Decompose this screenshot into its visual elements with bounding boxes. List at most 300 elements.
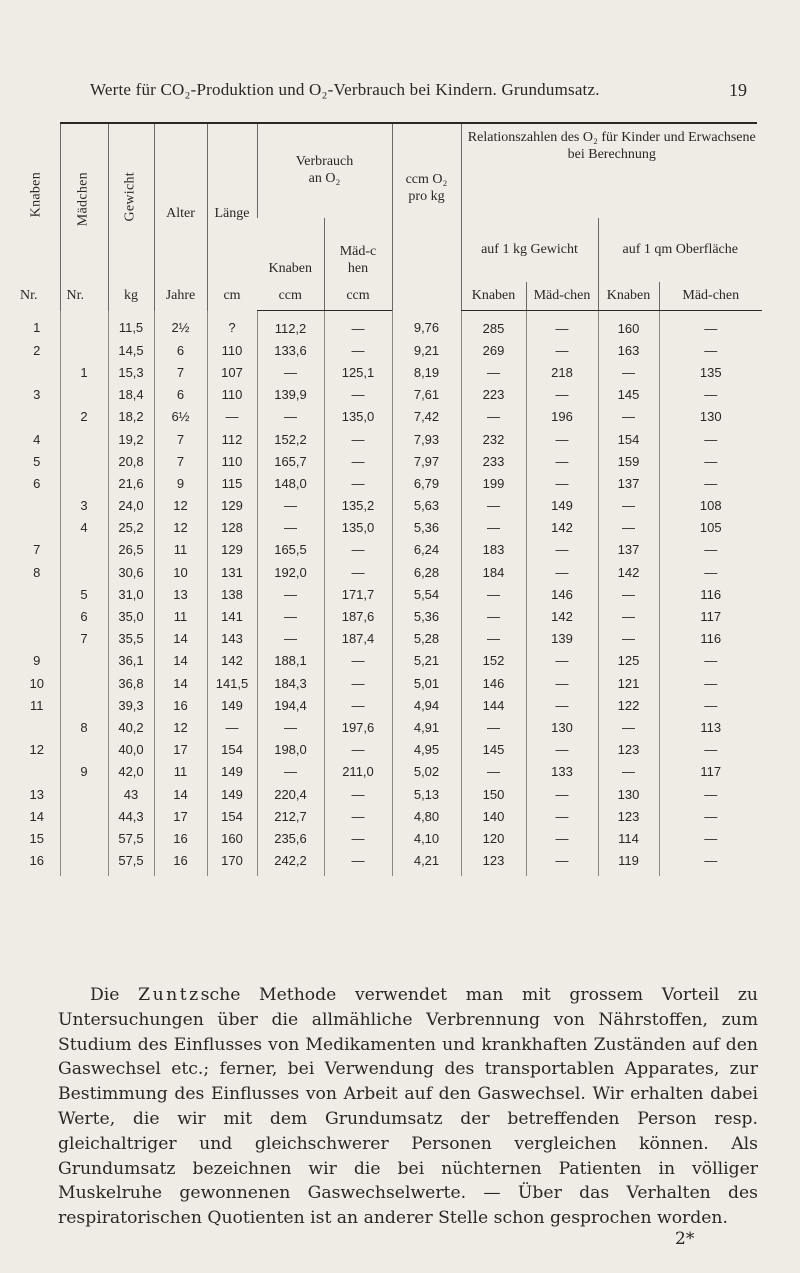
unit-nr-1: Nr. [20,287,38,303]
cell-maedchen-nr [60,827,108,849]
table-row [14,450,762,472]
cell-maedchen-nr [60,384,108,406]
cell-rel-qm-knaben: — [598,406,659,428]
cell-ccm-pro-kg: 4,95 [392,739,461,761]
unit-cm: cm [223,287,241,303]
cell-verbrauch-knaben: — [257,361,324,383]
cell-knaben-nr: 4 [33,431,41,447]
cell-rel-kg-maedchen: — [526,739,598,761]
header-verbrauch-knaben [257,218,324,282]
cell-rel-qm-knaben: — [598,583,659,605]
cell-rel-kg-maedchen: — [526,805,598,827]
spaced-name: Zuntz [138,985,201,1005]
cell-verbrauch-maedchen: — [324,827,392,849]
unit-ccm-knaben-cell [257,282,324,311]
cell-verbrauch-knaben: 184,3 [257,672,324,694]
table-row [14,605,762,627]
cell-ccm-pro-kg: 7,93 [392,428,461,450]
cell-rel-kg-knaben: — [461,628,526,650]
unit-ccm-1: ccm [278,287,302,303]
cell-verbrauch-maedchen: — [324,561,392,583]
cell-rel-kg-maedchen: 146 [526,583,598,605]
cell-alter: 11 [154,761,207,783]
cell-verbrauch-knaben: 152,2 [257,428,324,450]
cell-ccm-pro-kg: 4,10 [392,827,461,849]
cell-ccm-pro-kg: 4,94 [392,694,461,716]
table-row [14,672,762,694]
cell-rel-kg-maedchen: 130 [526,716,598,738]
cell-rel-qm-knaben: 137 [598,539,659,561]
cell-verbrauch-knaben: — [257,761,324,783]
cell-verbrauch-maedchen: 187,6 [324,605,392,627]
cell-rel-qm-knaben: — [598,495,659,517]
cell-laenge: 149 [207,783,257,805]
unit-kg: kg [124,287,138,303]
cell-verbrauch-knaben: 112,2 [257,311,324,340]
cell-rel-kg-maedchen: — [526,694,598,716]
cell-verbrauch-maedchen: — [324,672,392,694]
cell-gewicht: 18,2 [108,406,154,428]
cell-laenge: 142 [207,650,257,672]
cell-laenge: 129 [207,539,257,561]
cell-rel-qm-maedchen: 108 [659,495,762,517]
header-rel-qm-knaben-label: Knaben [606,287,651,303]
table-row [14,805,762,827]
cell-alter: 6½ [154,406,207,428]
cell-rel-qm-maedchen: 117 [659,761,762,783]
table-row [14,495,762,517]
table-row [14,716,762,738]
table-row [14,761,762,783]
cell-verbrauch-maedchen: — [324,783,392,805]
cell-verbrauch-maedchen: 211,0 [324,761,392,783]
table-header [14,124,762,311]
cell-laenge: — [207,406,257,428]
cell-knaben-nr [14,628,60,650]
cell-alter: 11 [154,605,207,627]
cell-verbrauch-maedchen: 197,6 [324,716,392,738]
cell-gewicht: 11,5 [108,311,154,340]
cell-rel-kg-maedchen: 196 [526,406,598,428]
cell-ccm-pro-kg: 8,19 [392,361,461,383]
cell-alter: 16 [154,694,207,716]
header-relation-label: Relationszahlen des O₂ für Kinder und Erwachsene bei Berechnung [467,130,756,162]
cell-rel-qm-maedchen: — [659,827,762,849]
cell-maedchen-nr [60,450,108,472]
header-ccm-o2-pro-kg [392,124,461,311]
cell-maedchen-nr [60,739,108,761]
cell-verbrauch-knaben: 198,0 [257,739,324,761]
header-rel-qm-maedchen-label: Mäd-chen [682,287,740,303]
cell-gewicht: 18,4 [108,384,154,406]
header-rel-kg-maedchen [526,282,598,311]
cell-rel-kg-knaben: 183 [461,539,526,561]
cell-verbrauch-knaben: 192,0 [257,561,324,583]
table-row [14,384,762,406]
cell-rel-kg-maedchen: — [526,850,598,876]
cell-maedchen-nr [60,561,108,583]
cell-rel-kg-knaben: — [461,605,526,627]
cell-rel-qm-knaben: 121 [598,672,659,694]
cell-rel-qm-knaben: 122 [598,694,659,716]
cell-rel-kg-knaben: 152 [461,650,526,672]
cell-rel-qm-maedchen: 135 [659,361,762,383]
cell-rel-kg-knaben: 123 [461,850,526,876]
cell-knaben-nr: 12 [29,742,44,758]
running-header [60,80,755,110]
cell-knaben-nr: 1 [33,320,41,336]
cell-rel-qm-knaben: — [598,361,659,383]
cell-ccm-pro-kg: 5,01 [392,672,461,694]
cell-verbrauch-knaben: 133,6 [257,339,324,361]
cell-verbrauch-knaben: — [257,406,324,428]
table-row [14,311,762,340]
cell-rel-qm-maedchen: 113 [659,716,762,738]
cell-rel-qm-knaben: 125 [598,650,659,672]
cell-maedchen-nr [60,694,108,716]
cell-laenge: 149 [207,694,257,716]
cell-laenge: 110 [207,384,257,406]
header-auf-kg-label: auf 1 kg Gewicht [481,241,578,257]
cell-rel-kg-knaben: — [461,361,526,383]
cell-maedchen-nr [60,672,108,694]
cell-gewicht: 35,0 [108,605,154,627]
table-row [14,739,762,761]
cell-knaben-nr: 10 [29,675,44,691]
table-row [14,517,762,539]
cell-verbrauch-maedchen: — [324,739,392,761]
cell-rel-kg-knaben: — [461,406,526,428]
table-body [14,311,762,876]
cell-maedchen-nr [60,850,108,876]
cell-gewicht: 14,5 [108,339,154,361]
cell-rel-kg-knaben: 146 [461,672,526,694]
cell-alter: 10 [154,561,207,583]
cell-rel-kg-maedchen: — [526,827,598,849]
table-row [14,850,762,876]
cell-knaben-nr [14,605,60,627]
cell-alter: 12 [154,495,207,517]
cell-alter: 6 [154,384,207,406]
cell-rel-qm-knaben: 163 [598,339,659,361]
cell-rel-kg-knaben: — [461,517,526,539]
cell-rel-kg-maedchen: — [526,539,598,561]
cell-verbrauch-maedchen: 187,4 [324,628,392,650]
cell-maedchen-nr: 6 [60,605,108,627]
cell-verbrauch-maedchen: — [324,805,392,827]
cell-ccm-pro-kg: 5,63 [392,495,461,517]
cell-rel-qm-knaben: 160 [598,311,659,340]
paragraph-rest: sche Methode verwendet man mit grossem Vorteil zu Untersuchungen über die allmähliche Verbrennung von Nährstoffen, zum Studium des Einflusses von Medikamenten und krankhaften Zuständen auf den Gasweсhsel etc.; ferner, bei Verwendung des transportablen Apparates, zur Bestimmung des Einflusses von Arbeit auf den Gaswechsel. Wir erhalten dabei Werte, die wir mit dem Grundumsatz der betreffenden Person resp. gleichaltriger und gleichschwerer Personen vergleichen können. Als Grundumsatz bezeichnen wir die bei nüchternen Patienten in völliger Muskelruhe gewonnenen Gaswechselwerte. — Über das Verhalten des respiratorischen Quotienten ist an anderer Stelle schon gesprochen worden. [58,985,758,1229]
cell-rel-qm-knaben: 123 [598,739,659,761]
cell-rel-kg-maedchen: — [526,672,598,694]
cell-gewicht: 36,8 [108,672,154,694]
cell-rel-kg-maedchen: — [526,428,598,450]
cell-ccm-pro-kg: 5,13 [392,783,461,805]
cell-gewicht: 15,3 [108,361,154,383]
cell-alter: 17 [154,805,207,827]
cell-alter: 14 [154,650,207,672]
header-verbrauch-knaben-label: Knaben [268,261,313,277]
cell-verbrauch-maedchen: 135,0 [324,517,392,539]
cell-alter: 14 [154,628,207,650]
cell-knaben-nr [14,716,60,738]
cell-alter: 12 [154,517,207,539]
cell-rel-qm-maedchen: — [659,539,762,561]
cell-maedchen-nr [60,339,108,361]
cell-rel-qm-maedchen: 117 [659,605,762,627]
cell-rel-kg-maedchen: 139 [526,628,598,650]
cell-rel-kg-maedchen: — [526,561,598,583]
cell-alter: 14 [154,672,207,694]
data-table [14,124,762,876]
cell-rel-kg-knaben: 120 [461,827,526,849]
header-rel-kg-knaben-label: Knaben [471,287,516,303]
cell-ccm-pro-kg: 5,36 [392,517,461,539]
table-row [14,650,762,672]
cell-gewicht: 44,3 [108,805,154,827]
cell-maedchen-nr [60,805,108,827]
cell-ccm-pro-kg: 7,42 [392,406,461,428]
cell-laenge: 154 [207,805,257,827]
cell-verbrauch-maedchen: 125,1 [324,361,392,383]
cell-verbrauch-maedchen: — [324,384,392,406]
cell-rel-kg-maedchen: 218 [526,361,598,383]
cell-maedchen-nr: 9 [60,761,108,783]
cell-laenge: 170 [207,850,257,876]
body-paragraph [58,983,758,1231]
cell-verbrauch-maedchen: 135,0 [324,406,392,428]
cell-rel-kg-maedchen: — [526,450,598,472]
cell-rel-qm-knaben: 130 [598,783,659,805]
cell-rel-kg-maedchen: — [526,339,598,361]
cell-knaben-nr: 11 [30,697,44,713]
cell-knaben-nr: 9 [33,653,41,669]
cell-knaben-nr: 5 [33,453,41,469]
header-maedchen-nr [60,124,108,311]
cell-ccm-pro-kg: 5,02 [392,761,461,783]
cell-gewicht: 20,8 [108,450,154,472]
cell-rel-kg-knaben: — [461,761,526,783]
cell-ccm-pro-kg: 7,97 [392,450,461,472]
header-auf-kg [461,218,598,282]
cell-rel-qm-maedchen: — [659,339,762,361]
cell-laenge: 129 [207,495,257,517]
cell-gewicht: 24,0 [108,495,154,517]
header-knaben-nr [14,124,60,311]
table-row [14,339,762,361]
cell-laenge: 128 [207,517,257,539]
cell-ccm-pro-kg: 6,24 [392,539,461,561]
cell-alter: 12 [154,716,207,738]
cell-gewicht: 40,0 [108,739,154,761]
cell-alter: 17 [154,739,207,761]
table-row [14,628,762,650]
cell-maedchen-nr: 3 [60,495,108,517]
cell-rel-qm-knaben: 119 [598,850,659,876]
cell-rel-kg-maedchen: 149 [526,495,598,517]
header-verbrauch-group [257,124,392,218]
cell-maedchen-nr: 1 [60,361,108,383]
cell-knaben-nr: 6 [33,475,41,491]
cell-laenge: 141,5 [207,672,257,694]
cell-gewicht: 43 [108,783,154,805]
table-row [14,783,762,805]
cell-verbrauch-knaben: — [257,495,324,517]
cell-verbrauch-knaben: — [257,583,324,605]
cell-rel-qm-maedchen: — [659,850,762,876]
table-row [14,361,762,383]
cell-maedchen-nr: 4 [60,517,108,539]
header-verbrauch-maedchen [324,218,392,282]
cell-rel-qm-knaben: 123 [598,805,659,827]
cell-verbrauch-maedchen: — [324,450,392,472]
cell-maedchen-nr [60,650,108,672]
cell-rel-qm-knaben: 142 [598,561,659,583]
table-row [14,561,762,583]
cell-rel-kg-knaben: 233 [461,450,526,472]
cell-verbrauch-maedchen: — [324,539,392,561]
cell-rel-qm-maedchen: 116 [659,628,762,650]
cell-rel-qm-knaben: 114 [598,827,659,849]
cell-verbrauch-maedchen: — [324,311,392,340]
header-gewicht [108,124,154,311]
cell-knaben-nr [14,761,60,783]
cell-rel-qm-maedchen: — [659,650,762,672]
cell-alter: 6 [154,339,207,361]
cell-rel-qm-knaben: — [598,517,659,539]
cell-knaben-nr: 7 [33,542,41,558]
cell-rel-qm-maedchen: — [659,672,762,694]
header-relation-group [461,124,762,218]
cell-gewicht: 40,2 [108,716,154,738]
cell-gewicht: 36,1 [108,650,154,672]
cell-maedchen-nr [60,472,108,494]
cell-verbrauch-maedchen: 171,7 [324,583,392,605]
cell-rel-qm-maedchen: — [659,450,762,472]
cell-knaben-nr: 16 [29,853,44,869]
cell-rel-qm-maedchen: — [659,739,762,761]
unit-jahre: Jahre [165,287,196,303]
table-row [14,583,762,605]
cell-verbrauch-knaben: 139,9 [257,384,324,406]
cell-rel-qm-maedchen: 130 [659,406,762,428]
cell-verbrauch-maedchen: — [324,339,392,361]
cell-ccm-pro-kg: 6,28 [392,561,461,583]
cell-laenge: 141 [207,605,257,627]
cell-rel-kg-knaben: 269 [461,339,526,361]
cell-verbrauch-maedchen: — [324,694,392,716]
cell-ccm-pro-kg: 5,36 [392,605,461,627]
cell-verbrauch-knaben: 212,7 [257,805,324,827]
header-laenge [207,124,257,311]
cell-ccm-pro-kg: 5,28 [392,628,461,650]
cell-rel-kg-knaben: 223 [461,384,526,406]
table-row [14,694,762,716]
cell-laenge: 154 [207,739,257,761]
cell-verbrauch-knaben: 235,6 [257,827,324,849]
cell-rel-kg-knaben: 145 [461,739,526,761]
header-alter [154,124,207,311]
table-row [14,827,762,849]
cell-gewicht: 25,2 [108,517,154,539]
cell-knaben-nr [14,517,60,539]
cell-rel-kg-knaben: 199 [461,472,526,494]
cell-gewicht: 42,0 [108,761,154,783]
cell-rel-kg-maedchen: — [526,472,598,494]
cell-alter: 13 [154,583,207,605]
header-verbrauch-maedchen-label: Mäd-chen [339,244,377,277]
header-verbrauch-label: Verbrauch [295,154,354,170]
cell-verbrauch-knaben: 194,4 [257,694,324,716]
cell-rel-kg-knaben: 150 [461,783,526,805]
cell-rel-qm-maedchen: 116 [659,583,762,605]
cell-knaben-nr: 8 [33,564,41,580]
cell-ccm-pro-kg: 9,76 [392,311,461,340]
cell-ccm-pro-kg: 7,61 [392,384,461,406]
cell-ccm-pro-kg: 4,21 [392,850,461,876]
cell-verbrauch-maedchen: — [324,650,392,672]
cell-rel-qm-knaben: 159 [598,450,659,472]
header-rel-kg-maedchen-label: Mäd-chen [533,287,591,303]
table-row [14,406,762,428]
cell-ccm-pro-kg: 4,80 [392,805,461,827]
cell-maedchen-nr: 8 [60,716,108,738]
cell-knaben-nr [14,361,60,383]
cell-laenge: 160 [207,827,257,849]
cell-rel-qm-maedchen: — [659,694,762,716]
cell-maedchen-nr: 7 [60,628,108,650]
cell-rel-qm-maedchen: — [659,783,762,805]
cell-ccm-pro-kg: 4,91 [392,716,461,738]
header-laenge-label: Länge [214,206,250,221]
cell-rel-qm-maedchen: — [659,384,762,406]
cell-maedchen-nr [60,783,108,805]
header-rel-kg-knaben [461,282,526,311]
cell-rel-qm-knaben: 145 [598,384,659,406]
cell-gewicht: 31,0 [108,583,154,605]
cell-knaben-nr: 15 [29,830,44,846]
unit-ccm-2: ccm [346,287,370,303]
cell-rel-kg-knaben: 184 [461,561,526,583]
header-auf-qm-label: auf 1 qm Oberfläche [622,241,738,257]
cell-verbrauch-maedchen: — [324,850,392,876]
cell-verbrauch-maedchen: — [324,472,392,494]
cell-gewicht: 21,6 [108,472,154,494]
cell-laenge: 143 [207,628,257,650]
paragraph-start: Die [90,985,139,1005]
cell-rel-kg-maedchen: 142 [526,605,598,627]
table-row [14,539,762,561]
cell-maedchen-nr [60,311,108,340]
cell-rel-kg-knaben: 232 [461,428,526,450]
cell-gewicht: 19,2 [108,428,154,450]
cell-maedchen-nr [60,539,108,561]
header-maedchen-label: Mädchen [75,172,91,227]
cell-rel-qm-maedchen: 105 [659,517,762,539]
cell-verbrauch-maedchen: 135,2 [324,495,392,517]
cell-laenge: 149 [207,761,257,783]
cell-knaben-nr [14,583,60,605]
cell-rel-kg-maedchen: — [526,384,598,406]
cell-gewicht: 57,5 [108,850,154,876]
paragraph [58,983,758,1231]
cell-verbrauch-maedchen: — [324,428,392,450]
unit-ccm-maedchen-cell [324,282,392,311]
cell-rel-kg-maedchen: 133 [526,761,598,783]
cell-rel-qm-knaben: — [598,605,659,627]
cell-rel-qm-maedchen: — [659,561,762,583]
